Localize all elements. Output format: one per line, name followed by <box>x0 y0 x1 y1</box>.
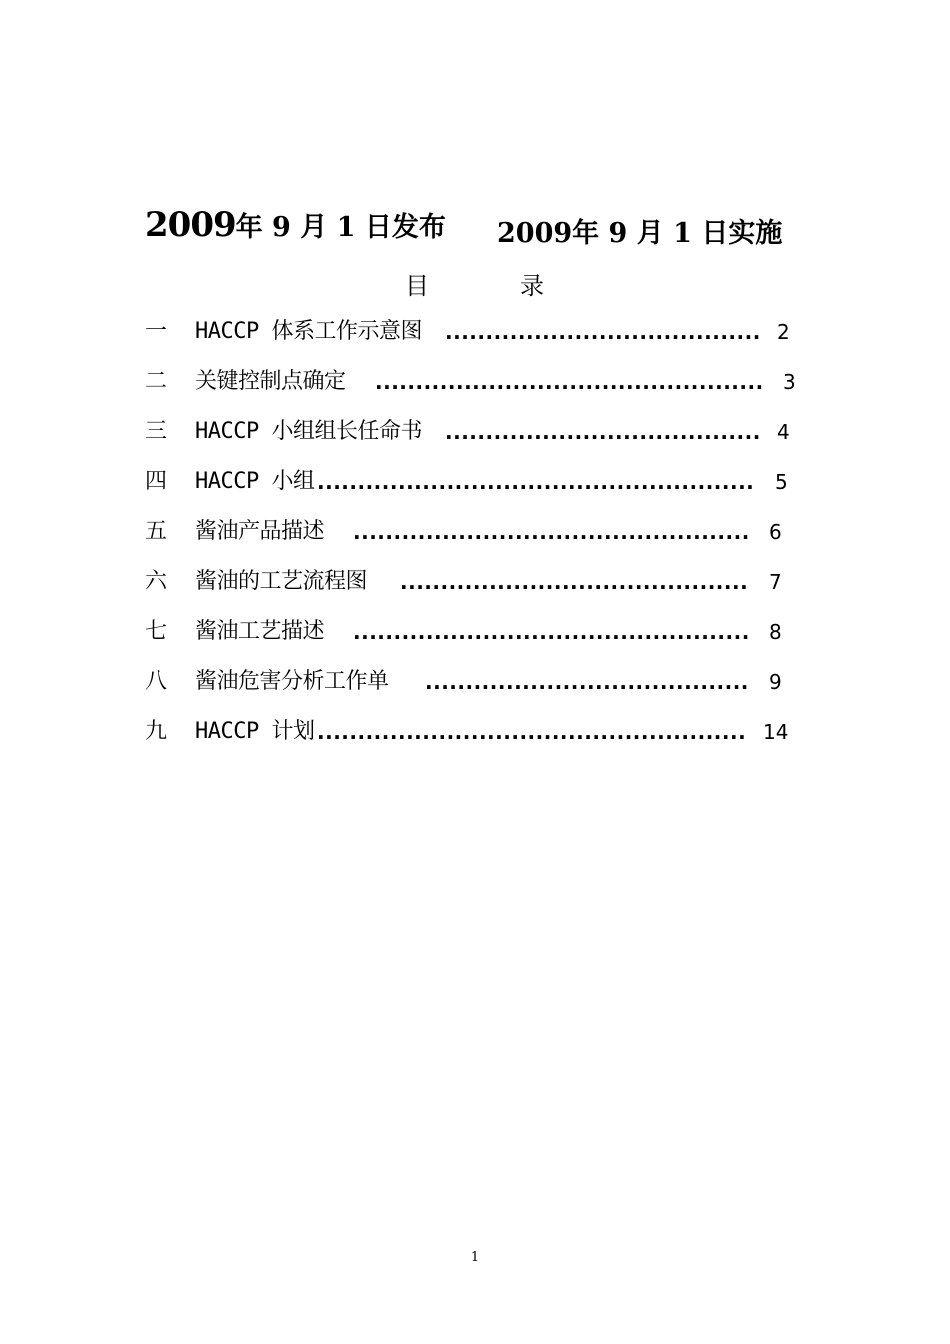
toc-item-text: HACCP 计划 <box>195 719 315 744</box>
toc-item-number: 六 <box>145 569 168 594</box>
toc-item-text: HACCP 小组 <box>195 469 315 494</box>
toc-title-right: 录 <box>520 272 544 300</box>
toc-item[interactable] <box>145 664 825 714</box>
issue-year: 2009 <box>145 205 236 245</box>
toc-item-text: HACCP 体系工作示意图 <box>195 319 422 344</box>
toc-item[interactable] <box>145 514 825 564</box>
toc-item-page: 3 <box>783 370 796 394</box>
toc-item[interactable] <box>145 364 825 414</box>
issue-date-text: 年 9 月 1 日发布 <box>235 212 446 243</box>
toc-item-number: 五 <box>145 519 168 544</box>
toc-item-number: 三 <box>145 419 168 444</box>
toc-item-number: 九 <box>145 719 168 744</box>
toc-item-page: 7 <box>769 570 782 594</box>
toc-item-page: 9 <box>769 670 782 694</box>
toc-leader: ................................................. <box>353 620 750 644</box>
toc-item[interactable] <box>145 714 825 764</box>
toc-leader: ................................................ <box>375 370 764 394</box>
toc-item-number: 一 <box>145 319 168 344</box>
toc-title-left: 目 <box>405 272 429 300</box>
toc-item-text: HACCP 小组组长任命书 <box>195 419 422 444</box>
table-of-contents <box>145 314 825 764</box>
toc-item-text: 关键控制点确定 <box>195 369 346 394</box>
toc-item-page: 14 <box>763 720 789 744</box>
toc-leader: ....................................... <box>445 320 761 344</box>
toc-item[interactable] <box>145 614 825 664</box>
toc-leader: ................................................. <box>353 520 750 544</box>
toc-item[interactable] <box>145 564 825 614</box>
toc-item[interactable] <box>145 464 825 514</box>
toc-item-page: 2 <box>777 320 790 344</box>
effective-year: 2009 <box>497 218 573 249</box>
effective-date-text: 年 9 月 1 日实施 <box>572 218 783 249</box>
toc-leader: ..................................................... <box>317 720 747 744</box>
toc-item-text: 酱油的工艺流程图 <box>195 569 368 594</box>
issue-date <box>145 205 446 245</box>
date-line <box>0 205 950 255</box>
toc-item-text: 酱油产品描述 <box>195 519 325 544</box>
toc-item-number: 二 <box>145 369 168 394</box>
toc-leader: ...................................................... <box>317 470 755 494</box>
toc-leader: ........................................... <box>400 570 749 594</box>
toc-item-text: 酱油危害分析工作单 <box>195 669 389 694</box>
toc-item-number: 八 <box>145 669 168 694</box>
page-number: 1 <box>470 1250 480 1265</box>
toc-item-page: 5 <box>775 470 788 494</box>
toc-leader: ........................................ <box>425 670 749 694</box>
toc-item-page: 6 <box>769 520 782 544</box>
toc-leader: ....................................... <box>445 420 761 444</box>
toc-item[interactable] <box>145 314 825 364</box>
toc-item-number: 四 <box>145 469 168 494</box>
toc-item-text: 酱油工艺描述 <box>195 619 325 644</box>
toc-item-page: 8 <box>769 620 782 644</box>
toc-item-number: 七 <box>145 619 168 644</box>
toc-title <box>0 266 950 300</box>
toc-item[interactable] <box>145 414 825 464</box>
toc-item-page: 4 <box>777 420 790 444</box>
effective-date <box>497 211 782 250</box>
